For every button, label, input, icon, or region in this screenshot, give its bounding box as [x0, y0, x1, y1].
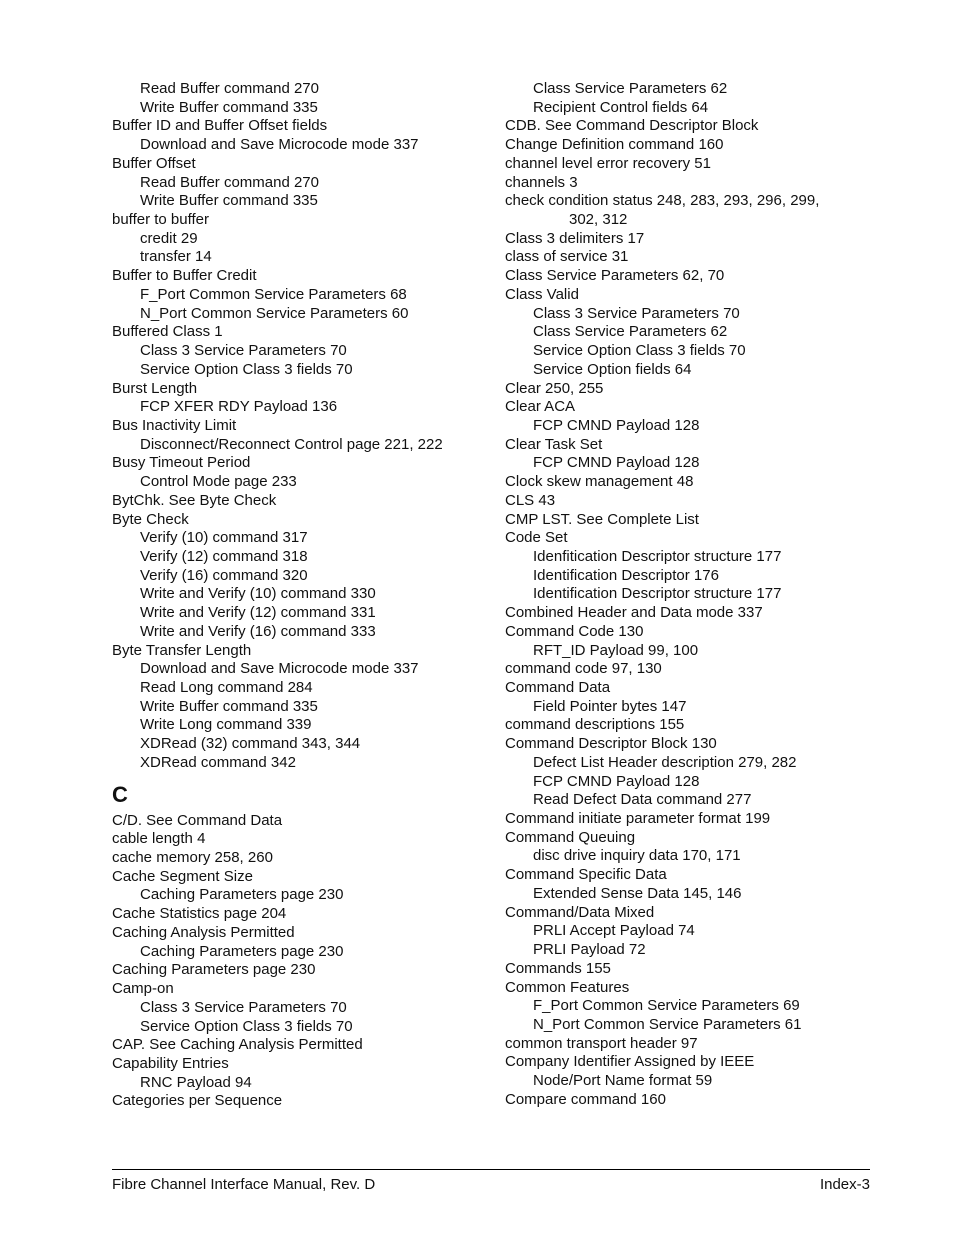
index-subentry: Control Mode page 233 — [140, 473, 297, 491]
index-entry: Cache Statistics page 204 — [112, 905, 287, 923]
index-subentry: FCP CMND Payload 128 — [533, 772, 700, 790]
index-entry: Class 3 delimiters 17 — [505, 229, 645, 247]
index-entry: Cache Segment Size — [112, 867, 253, 885]
index-entry-continuation: 302, 312 — [569, 211, 628, 229]
index-entry: Clock skew management 48 — [505, 473, 694, 491]
footer-manual-title: Fibre Channel Interface Manual, Rev. D — [112, 1176, 376, 1193]
index-entry: Command/Data Mixed — [505, 903, 655, 921]
index-subentry: Caching Parameters page 230 — [140, 886, 344, 904]
index-subentry: XDRead (32) command 343, 344 — [140, 735, 361, 753]
index-entry: Combined Header and Data mode 337 — [505, 604, 763, 622]
index-entry: cable length 4 — [112, 830, 206, 848]
index-entry: Commands 155 — [505, 959, 611, 977]
index-entry: common transport header 97 — [505, 1034, 698, 1052]
index-subentry: Read Defect Data command 277 — [533, 791, 752, 809]
index-entry: buffer to buffer — [112, 211, 210, 229]
index-entry: CAP. See Caching Analysis Permitted — [112, 1036, 363, 1054]
index-subentry: Caching Parameters page 230 — [140, 942, 344, 960]
index-subentry: FCP XFER RDY Payload 136 — [140, 398, 338, 416]
index-entry: Code Set — [505, 529, 568, 547]
index-subentry: Extended Sense Data 145, 146 — [533, 884, 742, 902]
index-column-left — [112, 80, 482, 1111]
index-subentry: PRLI Payload 72 — [533, 941, 646, 959]
index-entry: Clear 250, 255 — [505, 379, 604, 397]
index-entry: Byte Check — [112, 510, 189, 528]
index-subentry: Verify (12) command 318 — [140, 547, 308, 565]
index-entry: CLS 43 — [505, 491, 556, 509]
index-subentry: RNC Payload 94 — [140, 1073, 252, 1091]
index-subentry: Write and Verify (10) command 330 — [140, 585, 376, 603]
index-entry: Clear Task Set — [505, 435, 603, 453]
index-subentry: Class 3 Service Parameters 70 — [140, 342, 347, 360]
index-entry: Buffer ID and Buffer Offset fields — [112, 117, 328, 135]
index-subentry: Field Pointer bytes 147 — [533, 697, 687, 715]
index-entry: Buffer to Buffer Credit — [112, 267, 257, 285]
index-subentry: Recipient Control fields 64 — [533, 98, 709, 116]
index-entry: Camp-on — [112, 980, 174, 998]
index-entry: Byte Transfer Length — [112, 641, 252, 659]
index-subentry: N_Port Common Service Parameters 60 — [140, 304, 409, 322]
index-entry: channel level error recovery 51 — [505, 154, 711, 172]
index-entry: Command Code 130 — [505, 622, 644, 640]
index-subentry: Verify (16) command 320 — [140, 566, 308, 584]
index-subentry: Node/Port Name format 59 — [533, 1072, 713, 1090]
index-entry: Class Service Parameters 62, 70 — [505, 267, 725, 285]
index-subentry: Read Long command 284 — [140, 679, 313, 696]
index-entry: Buffered Class 1 — [112, 323, 223, 341]
index-entry: Buffer Offset — [112, 154, 196, 172]
index-entry: Capability Entries — [112, 1054, 229, 1072]
index-entry: Compare command 160 — [505, 1090, 666, 1108]
index-subentry: Service Option Class 3 fields 70 — [140, 360, 353, 378]
index-subentry: Class 3 Service Parameters 70 — [140, 998, 347, 1016]
index-entry: Command Specific Data — [505, 866, 667, 884]
index-subentry: Identification Descriptor 176 — [533, 566, 719, 584]
index-subentry: Write and Verify (16) command 333 — [140, 622, 376, 640]
index-subentry: Write Buffer command 335 — [140, 697, 318, 715]
index-subentry: Service Option Class 3 fields 70 — [140, 1017, 353, 1035]
index-entry: Bus Inactivity Limit — [112, 416, 237, 434]
index-entry: cache memory 258, 260 — [112, 849, 273, 867]
section-letter-heading: C — [112, 781, 128, 807]
index-subentry: F_Port Common Service Parameters 68 — [140, 285, 407, 303]
index-subentry: FCP CMND Payload 128 — [533, 454, 700, 472]
index-entry: Common Features — [505, 978, 630, 996]
index-entry: Caching Analysis Permitted — [112, 923, 295, 941]
index-subentry: Verify (10) command 317 — [140, 529, 308, 547]
index-subentry: Write Buffer command 335 — [140, 98, 318, 116]
index-subentry: Class Service Parameters 62 — [533, 80, 728, 97]
index-subentry: Read Buffer command 270 — [140, 173, 319, 191]
footer-divider — [112, 1169, 870, 1170]
index-subentry: N_Port Common Service Parameters 61 — [533, 1015, 802, 1033]
index-subentry: disc drive inquiry data 170, 171 — [533, 847, 741, 865]
index-subentry: XDRead command 342 — [140, 753, 296, 771]
index-subentry: credit 29 — [140, 229, 198, 247]
index-subentry: Class 3 Service Parameters 70 — [533, 304, 740, 322]
index-entry: Class Valid — [505, 285, 579, 303]
index-subentry: Read Buffer command 270 — [140, 80, 319, 97]
index-entry: C/D. See Command Data — [112, 811, 283, 829]
index-entry: channels 3 — [505, 173, 578, 191]
index-subentry: RFT_ID Payload 99, 100 — [533, 641, 699, 659]
index-entry: CDB. See Command Descriptor Block — [505, 117, 759, 135]
index-subentry: Download and Save Microcode mode 337 — [140, 136, 419, 154]
index-subentry: FCP CMND Payload 128 — [533, 416, 700, 434]
index-entry: check condition status 248, 283, 293, 296, 299, — [505, 192, 820, 210]
index-entry: Burst Length — [112, 379, 198, 397]
index-entry: Caching Parameters page 230 — [112, 961, 316, 979]
index-subentry: Idenfitication Descriptor structure 177 — [533, 547, 782, 565]
index-entry: Command Descriptor Block 130 — [505, 735, 717, 753]
index-entry: Change Definition command 160 — [505, 136, 724, 154]
index-entry: class of service 31 — [505, 248, 629, 266]
index-column-right — [505, 80, 875, 1110]
index-entry: Categories per Sequence — [112, 1092, 283, 1110]
index-entry: BytChk. See Byte Check — [112, 491, 277, 509]
index-entry: Clear ACA — [505, 398, 576, 416]
index-subentry: Write Long command 339 — [140, 716, 312, 734]
index-subentry: Identification Descriptor structure 177 — [533, 585, 782, 603]
index-entry: command code 97, 130 — [505, 660, 662, 678]
index-entry: command descriptions 155 — [505, 716, 685, 734]
index-entry: Command Data — [505, 679, 611, 696]
index-subentry: Write Buffer command 335 — [140, 192, 318, 210]
index-subentry: Class Service Parameters 62 — [533, 323, 728, 341]
index-entry: Busy Timeout Period — [112, 454, 251, 472]
index-subentry: Defect List Header description 279, 282 — [533, 753, 797, 771]
index-subentry: transfer 14 — [140, 248, 212, 266]
index-subentry: Disconnect/Reconnect Control page 221, 222 — [140, 435, 443, 453]
index-subentry: PRLI Accept Payload 74 — [533, 922, 695, 940]
index-entry: Company Identifier Assigned by IEEE — [505, 1053, 755, 1071]
index-entry: CMP LST. See Complete List — [505, 510, 699, 528]
index-subentry: F_Port Common Service Parameters 69 — [533, 997, 800, 1015]
index-subentry: Download and Save Microcode mode 337 — [140, 660, 419, 678]
footer-page-number: Index-3 — [819, 1176, 870, 1193]
index-subentry: Service Option Class 3 fields 70 — [533, 342, 746, 360]
index-subentry: Service Option fields 64 — [533, 360, 692, 378]
index-entry: Command Queuing — [505, 828, 636, 846]
index-entry: Command initiate parameter format 199 — [505, 810, 771, 828]
index-subentry: Write and Verify (12) command 331 — [140, 604, 376, 622]
